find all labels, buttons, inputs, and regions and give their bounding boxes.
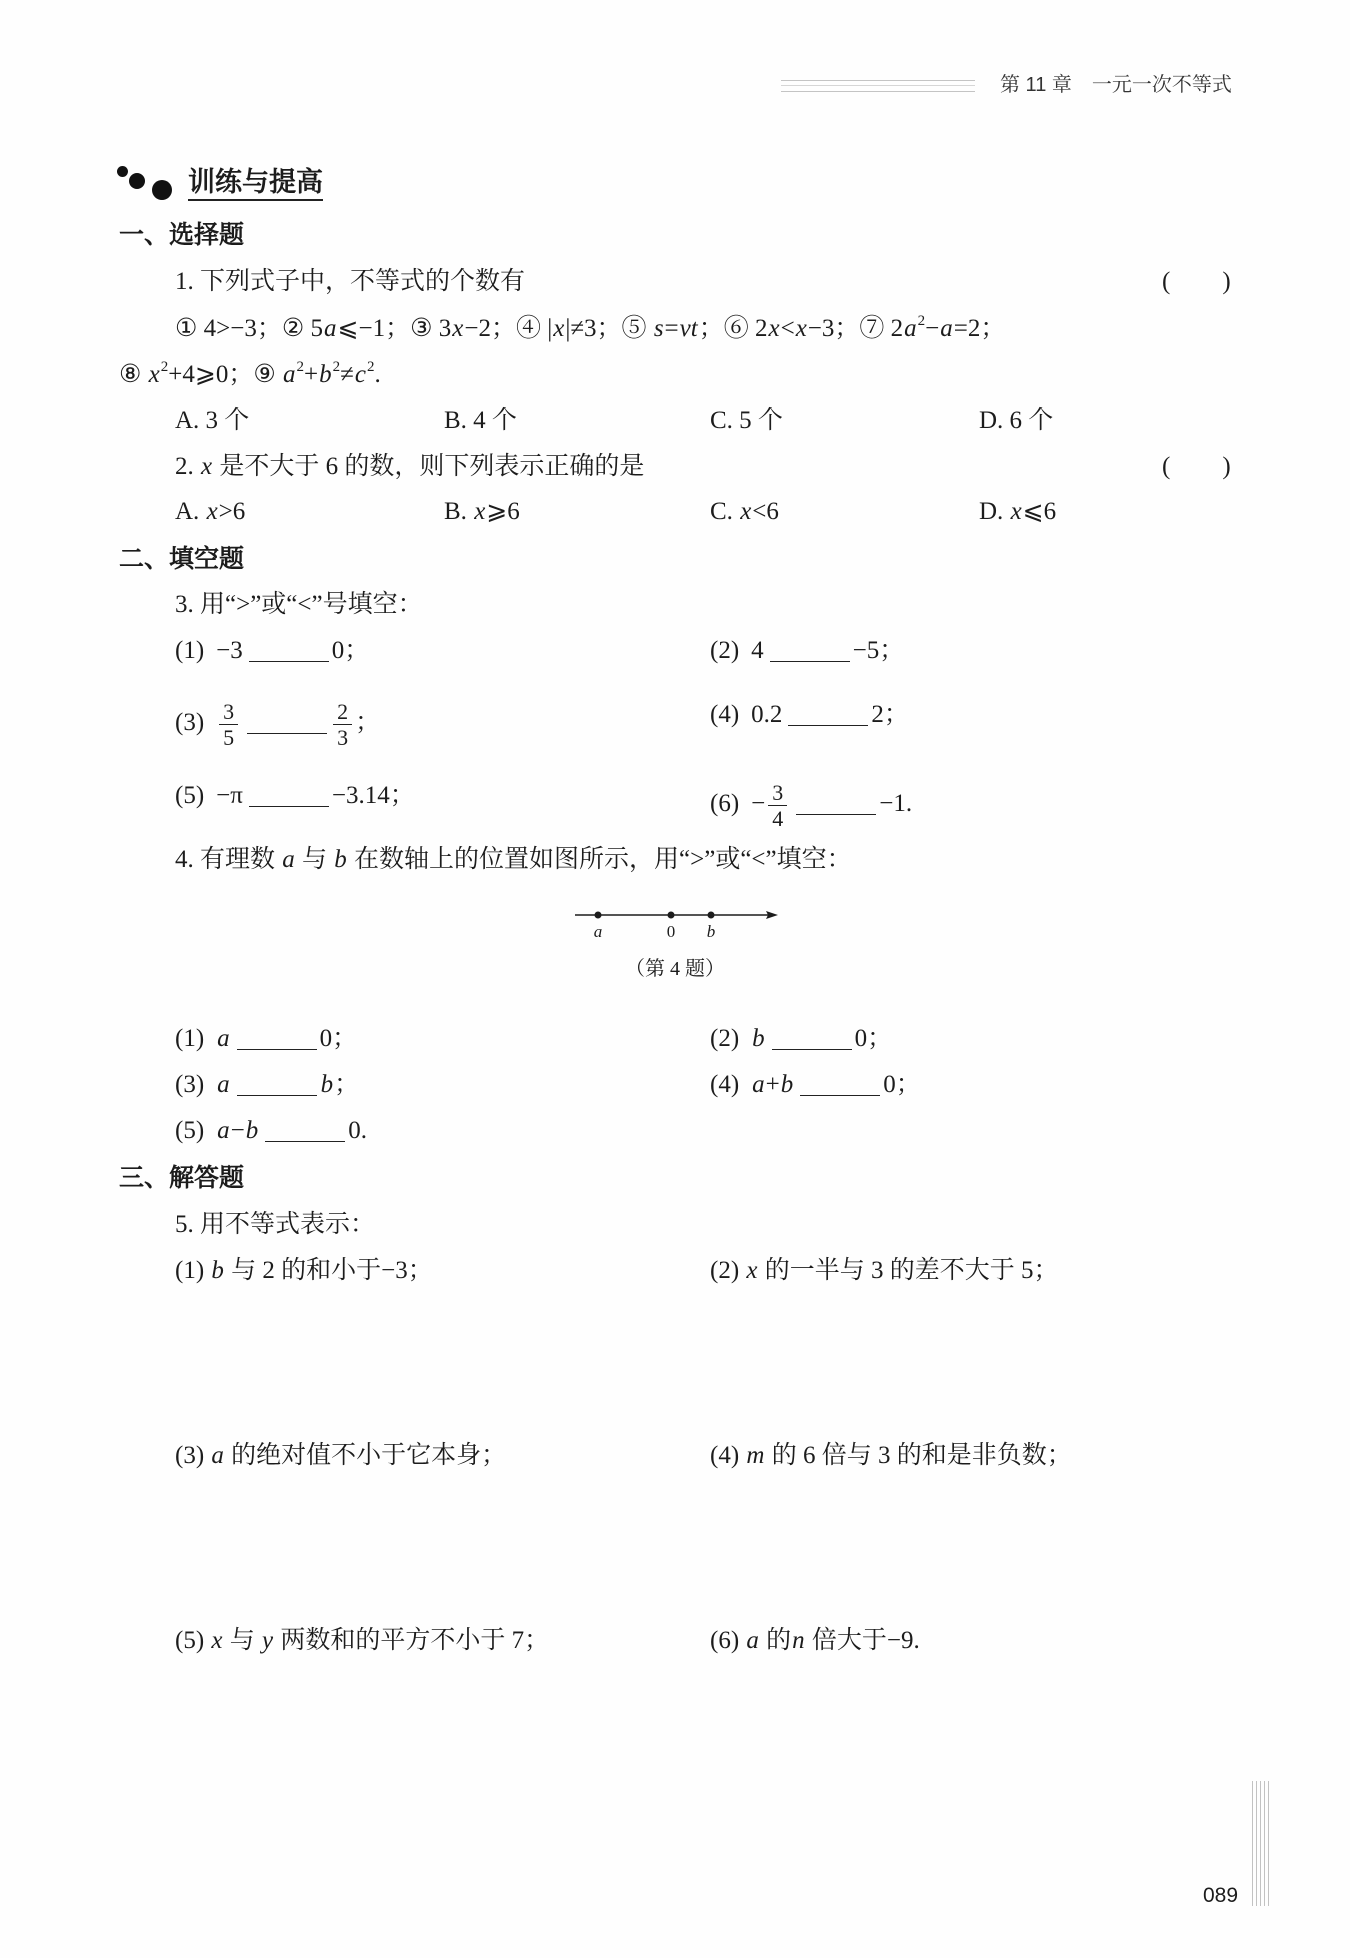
item-left — [216, 1117, 259, 1144]
q5-item-4 — [710, 1440, 1072, 1472]
point-origin — [668, 912, 675, 919]
text-run: 0； — [319, 1025, 358, 1052]
math-superscript: 2 — [917, 313, 926, 329]
q3-item-1 — [175, 635, 369, 667]
text-run: 2. — [175, 453, 200, 480]
item-label: (4) — [710, 701, 740, 728]
text-run: ； — [334, 1071, 360, 1098]
fraction-numerator: 3 — [768, 780, 787, 806]
math-variable: s — [653, 315, 664, 342]
math-variable: a — [746, 1627, 759, 1654]
section-title: 训练与提高 — [188, 166, 323, 201]
answer-blank — [788, 705, 868, 726]
answer-blank — [247, 713, 327, 734]
text-run: 0； — [883, 1071, 921, 1098]
dot-small — [117, 166, 128, 177]
label-origin: 0 — [666, 922, 676, 941]
text-run: |≠3；⑤ — [565, 315, 653, 342]
text-run: 倍大于−9. — [805, 1627, 920, 1654]
chapter-title: 一元一次不等式 — [1091, 74, 1232, 96]
text-run: C. — [710, 498, 740, 525]
item-right — [883, 1071, 921, 1098]
part-heading-fill: 二、填空题 — [119, 545, 245, 573]
text-run: 0； — [854, 1025, 893, 1052]
text-run: 两数和的平方不小于 7； — [274, 1627, 550, 1654]
answer-blank — [237, 1029, 317, 1050]
label-b: b — [706, 922, 716, 941]
math-variable: b — [319, 361, 332, 388]
math-variable: a — [217, 1117, 230, 1144]
q3-item-6 — [710, 780, 912, 831]
math-variable: x — [746, 1257, 758, 1284]
math-variable: a — [324, 315, 337, 342]
q1-option-a: A. 3 个 — [175, 407, 250, 434]
q1-formulas-line-1 — [175, 313, 1005, 345]
math-variable: b — [320, 1071, 334, 1098]
answer-blank — [796, 794, 876, 815]
text-run: −5； — [852, 637, 905, 664]
item-left — [751, 1071, 794, 1098]
answer-blank — [772, 1029, 852, 1050]
math-variable: a — [283, 361, 296, 388]
text-run: A. — [175, 498, 206, 525]
part-heading-solve: 三、解答题 — [119, 1164, 245, 1192]
text-run: 2； — [871, 701, 909, 728]
q4-item-2 — [710, 1023, 892, 1055]
text-run: (3) — [175, 1442, 211, 1469]
item-label: (4) — [710, 1071, 740, 1098]
q2-option-d — [979, 496, 1056, 528]
text-run: 与 2 的和小于−3； — [224, 1257, 433, 1284]
math-variable: b — [245, 1117, 259, 1144]
text-run: 0； — [331, 637, 370, 664]
item-left — [751, 780, 790, 831]
chapter-number: 第 11 章 — [1000, 74, 1072, 96]
item-label: (6) — [710, 790, 740, 818]
dot-medium — [129, 173, 145, 189]
text-run: −3 — [216, 637, 243, 664]
q5-stem — [175, 1209, 375, 1241]
math-variable: x — [1010, 498, 1022, 525]
q1-option-c: C. 5 个 — [710, 407, 783, 434]
q1-option-b: B. 4 个 — [444, 407, 517, 434]
text-run: 5. 用不等式表示： — [175, 1211, 376, 1238]
item-right — [332, 637, 370, 664]
q2-stem — [175, 451, 644, 483]
text-run: >6 — [218, 498, 246, 525]
answer-blank — [265, 1121, 345, 1142]
bracket-open: ( — [1162, 268, 1171, 295]
math-variable: x — [474, 498, 486, 525]
text-run: − — [925, 315, 940, 342]
text-run: . — [374, 361, 381, 388]
math-variable: a — [217, 1071, 230, 1098]
q5-item-1 — [175, 1255, 433, 1287]
q3-item-3 — [175, 699, 380, 750]
text-run: B. — [444, 498, 474, 525]
header-rule — [781, 80, 975, 92]
text-run: 0.2 — [751, 701, 783, 728]
text-run: ⑧ — [119, 361, 148, 388]
bracket-close: ) — [1222, 268, 1231, 295]
q2-option-a — [175, 496, 245, 528]
point-b — [708, 912, 715, 919]
q1-formulas-line-2 — [119, 359, 381, 391]
math-variable: x — [206, 498, 218, 525]
item-label: (5) — [175, 1117, 205, 1144]
part-heading-choice: 一、选择题 — [119, 221, 245, 249]
q1-option-d: D. 6 个 — [979, 407, 1054, 434]
text-run: <6 — [752, 498, 779, 525]
figure-caption: （第 4 题） — [625, 958, 725, 980]
math-variable: a — [211, 1442, 224, 1469]
text-run: 4. 有理数 — [175, 846, 282, 873]
answer-blank — [800, 1075, 880, 1096]
item-right — [330, 699, 381, 750]
text-run: −3.14； — [331, 782, 415, 809]
item-right — [871, 701, 909, 728]
item-label: (3) — [175, 1071, 205, 1098]
text-run: (5) — [175, 1627, 211, 1654]
item-label: (5) — [175, 782, 205, 809]
text-run: −π — [216, 782, 243, 809]
text-run: −1. — [879, 790, 913, 818]
fraction-numerator: 2 — [333, 699, 352, 725]
fraction-denominator: 5 — [223, 725, 235, 750]
q5-item-2 — [710, 1255, 1059, 1287]
text-run: −3；⑦ 2 — [807, 315, 904, 342]
math-superscript: 2 — [160, 359, 169, 375]
math-variable: n — [792, 1627, 805, 1654]
text-run: + — [765, 1071, 780, 1098]
answer-blank — [237, 1075, 317, 1096]
math-superscript: 2 — [332, 359, 341, 375]
text-run: ； — [355, 709, 381, 737]
text-run: 的 6 倍与 3 的和是非负数； — [765, 1442, 1072, 1469]
q2-option-b — [444, 496, 520, 528]
fraction-numerator: 3 — [219, 699, 238, 725]
number-line-figure — [560, 895, 790, 945]
text-run: < — [780, 315, 795, 342]
math-fraction — [219, 699, 238, 750]
bracket-open: ( — [1162, 453, 1171, 480]
math-variable: x — [768, 315, 780, 342]
item-right — [332, 782, 415, 809]
math-superscript: 2 — [366, 359, 375, 375]
text-run: D. — [979, 498, 1010, 525]
item-left — [751, 637, 764, 664]
text-run: (2) — [710, 1257, 746, 1284]
q4-item-5 — [175, 1115, 367, 1147]
item-label: (3) — [175, 709, 205, 737]
answer-blank — [770, 641, 850, 662]
point-a — [595, 912, 602, 919]
item-right — [320, 1025, 358, 1052]
text-run: − — [230, 1117, 245, 1144]
text-run: (4) — [710, 1442, 746, 1469]
text-run: 与 — [295, 846, 334, 873]
text-run: 的一半与 3 的差不大于 5； — [758, 1257, 1059, 1284]
math-variable: a — [940, 315, 953, 342]
math-variable: x — [201, 453, 213, 480]
text-run: 是不大于 6 的数，则下列表示正确的是 — [213, 453, 645, 480]
text-run: ≠ — [340, 361, 354, 388]
page-edge-marks — [1252, 1781, 1270, 1906]
math-variable: x — [452, 315, 464, 342]
math-variable: x — [148, 361, 160, 388]
item-label: (2) — [710, 1025, 740, 1052]
text-run: ；⑥ 2 — [698, 315, 768, 342]
answer-blank — [249, 641, 329, 662]
item-left — [216, 782, 243, 809]
text-run: (1) — [175, 1257, 211, 1284]
math-variable: m — [746, 1442, 765, 1469]
item-right — [855, 1025, 893, 1052]
math-fraction — [333, 699, 352, 750]
math-variable: a — [752, 1071, 765, 1098]
item-left — [216, 637, 243, 664]
text-run: − — [751, 790, 766, 818]
item-label: (1) — [175, 637, 205, 664]
q2-answer-bracket — [1162, 451, 1231, 483]
item-right — [348, 1117, 367, 1144]
item-right — [879, 790, 912, 817]
text-run: ① 4>−3；② 5 — [175, 315, 324, 342]
q5-item-6 — [710, 1625, 920, 1657]
math-variable: y — [262, 1627, 274, 1654]
q4-item-3 — [175, 1069, 359, 1101]
text-run: −2；④ | — [464, 315, 553, 342]
math-variable: x — [795, 315, 807, 342]
item-left — [751, 701, 782, 728]
q1-stem — [175, 266, 525, 298]
text-run: ⩽6 — [1022, 498, 1057, 525]
running-header — [1000, 71, 1232, 99]
q1-answer-bracket — [1162, 266, 1231, 298]
math-variable: x — [553, 315, 565, 342]
text-run: =2； — [953, 315, 1006, 342]
math-variable: b — [780, 1071, 794, 1098]
math-variable: x — [211, 1627, 223, 1654]
text-run: ⩽−1；③ 3 — [337, 315, 452, 342]
text-run: 与 — [223, 1627, 262, 1654]
text-run: (6) — [710, 1627, 746, 1654]
fraction-denominator: 3 — [337, 725, 349, 750]
item-right — [853, 637, 905, 664]
q4-item-4 — [710, 1069, 921, 1101]
math-variable: a — [904, 315, 917, 342]
math-variable: b — [334, 846, 347, 873]
q4-stem — [175, 844, 852, 876]
text-run: + — [304, 361, 319, 388]
q4-item-1 — [175, 1023, 357, 1055]
text-run: 的 — [759, 1627, 792, 1654]
fraction-denominator: 4 — [772, 806, 784, 831]
math-variable: vt — [679, 315, 698, 342]
item-left — [216, 1025, 231, 1052]
text-run: 1. 下列式子中，不等式的个数有 — [175, 268, 526, 295]
item-right — [320, 1071, 360, 1098]
text-run: 0. — [348, 1117, 368, 1144]
text-run: 在数轴上的位置如图所示，用“>”或“<”填空： — [347, 846, 852, 873]
item-left — [216, 699, 241, 750]
text-run: +4⩾0；⑨ — [168, 361, 282, 388]
text-run: = — [664, 315, 679, 342]
answer-blank — [249, 786, 329, 807]
q5-item-3 — [175, 1440, 506, 1472]
math-superscript: 2 — [296, 359, 304, 375]
text-run: ⩾6 — [486, 498, 520, 525]
math-fraction — [768, 780, 787, 831]
bracket-close: ) — [1222, 453, 1231, 480]
text-run: 3. 用“>”或“<”号填空： — [175, 591, 423, 618]
page-number: 089 — [1203, 1884, 1239, 1907]
text-run: 4 — [751, 637, 764, 664]
item-left — [216, 1071, 231, 1098]
q2-option-c — [710, 496, 779, 528]
math-variable: a — [217, 1025, 230, 1052]
math-variable: c — [354, 361, 366, 388]
math-variable: x — [740, 498, 752, 525]
math-variable: a — [282, 846, 295, 873]
q3-stem — [175, 589, 423, 621]
dot-large — [152, 180, 172, 200]
item-label: (2) — [710, 637, 740, 664]
item-label: (1) — [175, 1025, 205, 1052]
label-a: a — [593, 922, 603, 941]
item-left — [751, 1025, 766, 1052]
math-variable: b — [211, 1257, 224, 1284]
q3-item-4 — [710, 699, 909, 731]
q3-item-5 — [175, 780, 415, 812]
q3-item-2 — [710, 635, 904, 667]
q5-item-5 — [175, 1625, 549, 1657]
text-run: 的绝对值不小于它本身； — [224, 1442, 507, 1469]
math-variable: b — [752, 1025, 765, 1052]
